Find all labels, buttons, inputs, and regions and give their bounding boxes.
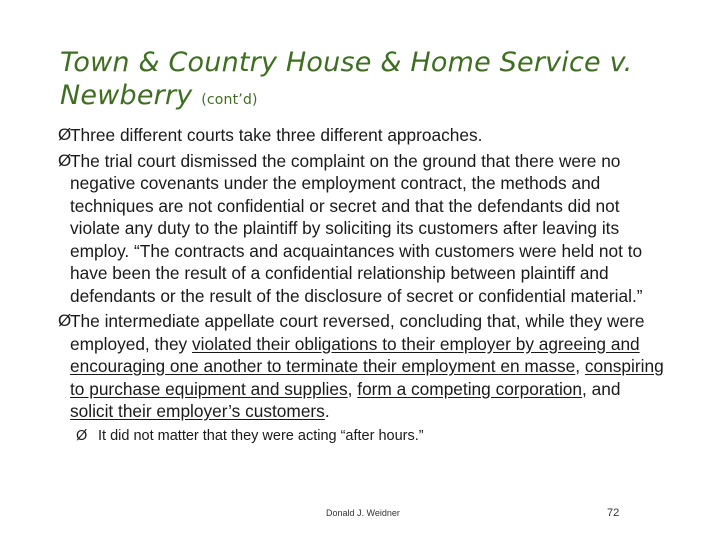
slide-body <box>58 124 668 446</box>
footer-author: Donald J. Weidner <box>326 508 400 518</box>
text-run: . <box>324 401 330 421</box>
arrow-bullet-icon: Ø <box>58 150 72 170</box>
title-suffix: (cont’d) <box>201 92 258 108</box>
page-number: 72 <box>607 507 620 519</box>
text-run: , <box>575 356 585 376</box>
text-run: , and <box>582 378 621 399</box>
bullet-item <box>58 124 668 147</box>
sub-bullet-text: It did not matter that they were acting “after hours.” <box>98 427 424 444</box>
text-run: The trial court dismissed the complaint on the ground that there were no negative covenants under the employment contract, the methods and techniques are not confidential or secret and that the defendants did not violate any duty to the plaintiff by soliciting its customers after leaving its employ. “The contracts and acquaintances with customers were held not to have been the result of a confidential relationship between plaintiff and defendants or the result of the disclosure of secret or confidential material.” <box>70 150 643 306</box>
text-run: Three different courts take three different approaches. <box>70 125 483 145</box>
bullet-text <box>70 150 668 308</box>
bullet-text <box>70 124 668 147</box>
bullet-text <box>70 310 668 423</box>
underlined-phrase: form a competing corporation <box>357 378 583 399</box>
slide-title <box>60 46 680 117</box>
underlined-phrase: conspiring to purchase equipment and supplies <box>70 356 664 399</box>
bullet-item <box>58 150 668 308</box>
text-run: , <box>347 378 358 399</box>
text-run: The intermediate appellate court reversed, concluding that, while they were employed, they <box>70 311 645 354</box>
arrow-bullet-icon: Ø <box>58 311 72 330</box>
arrow-bullet-icon: Ø <box>58 125 72 144</box>
bullet-item <box>58 310 668 423</box>
arrow-bullet-icon: Ø <box>76 427 88 444</box>
sub-bullet-item <box>76 426 668 446</box>
underlined-phrase: solicit their employer’s customers <box>70 401 325 421</box>
title-main: Town & Country House & Home Service v. Newberry <box>60 47 633 111</box>
underlined-phrase: violated their obligations to their employer by agreeing and encouraging one another to terminate their employment en masse <box>70 333 640 376</box>
